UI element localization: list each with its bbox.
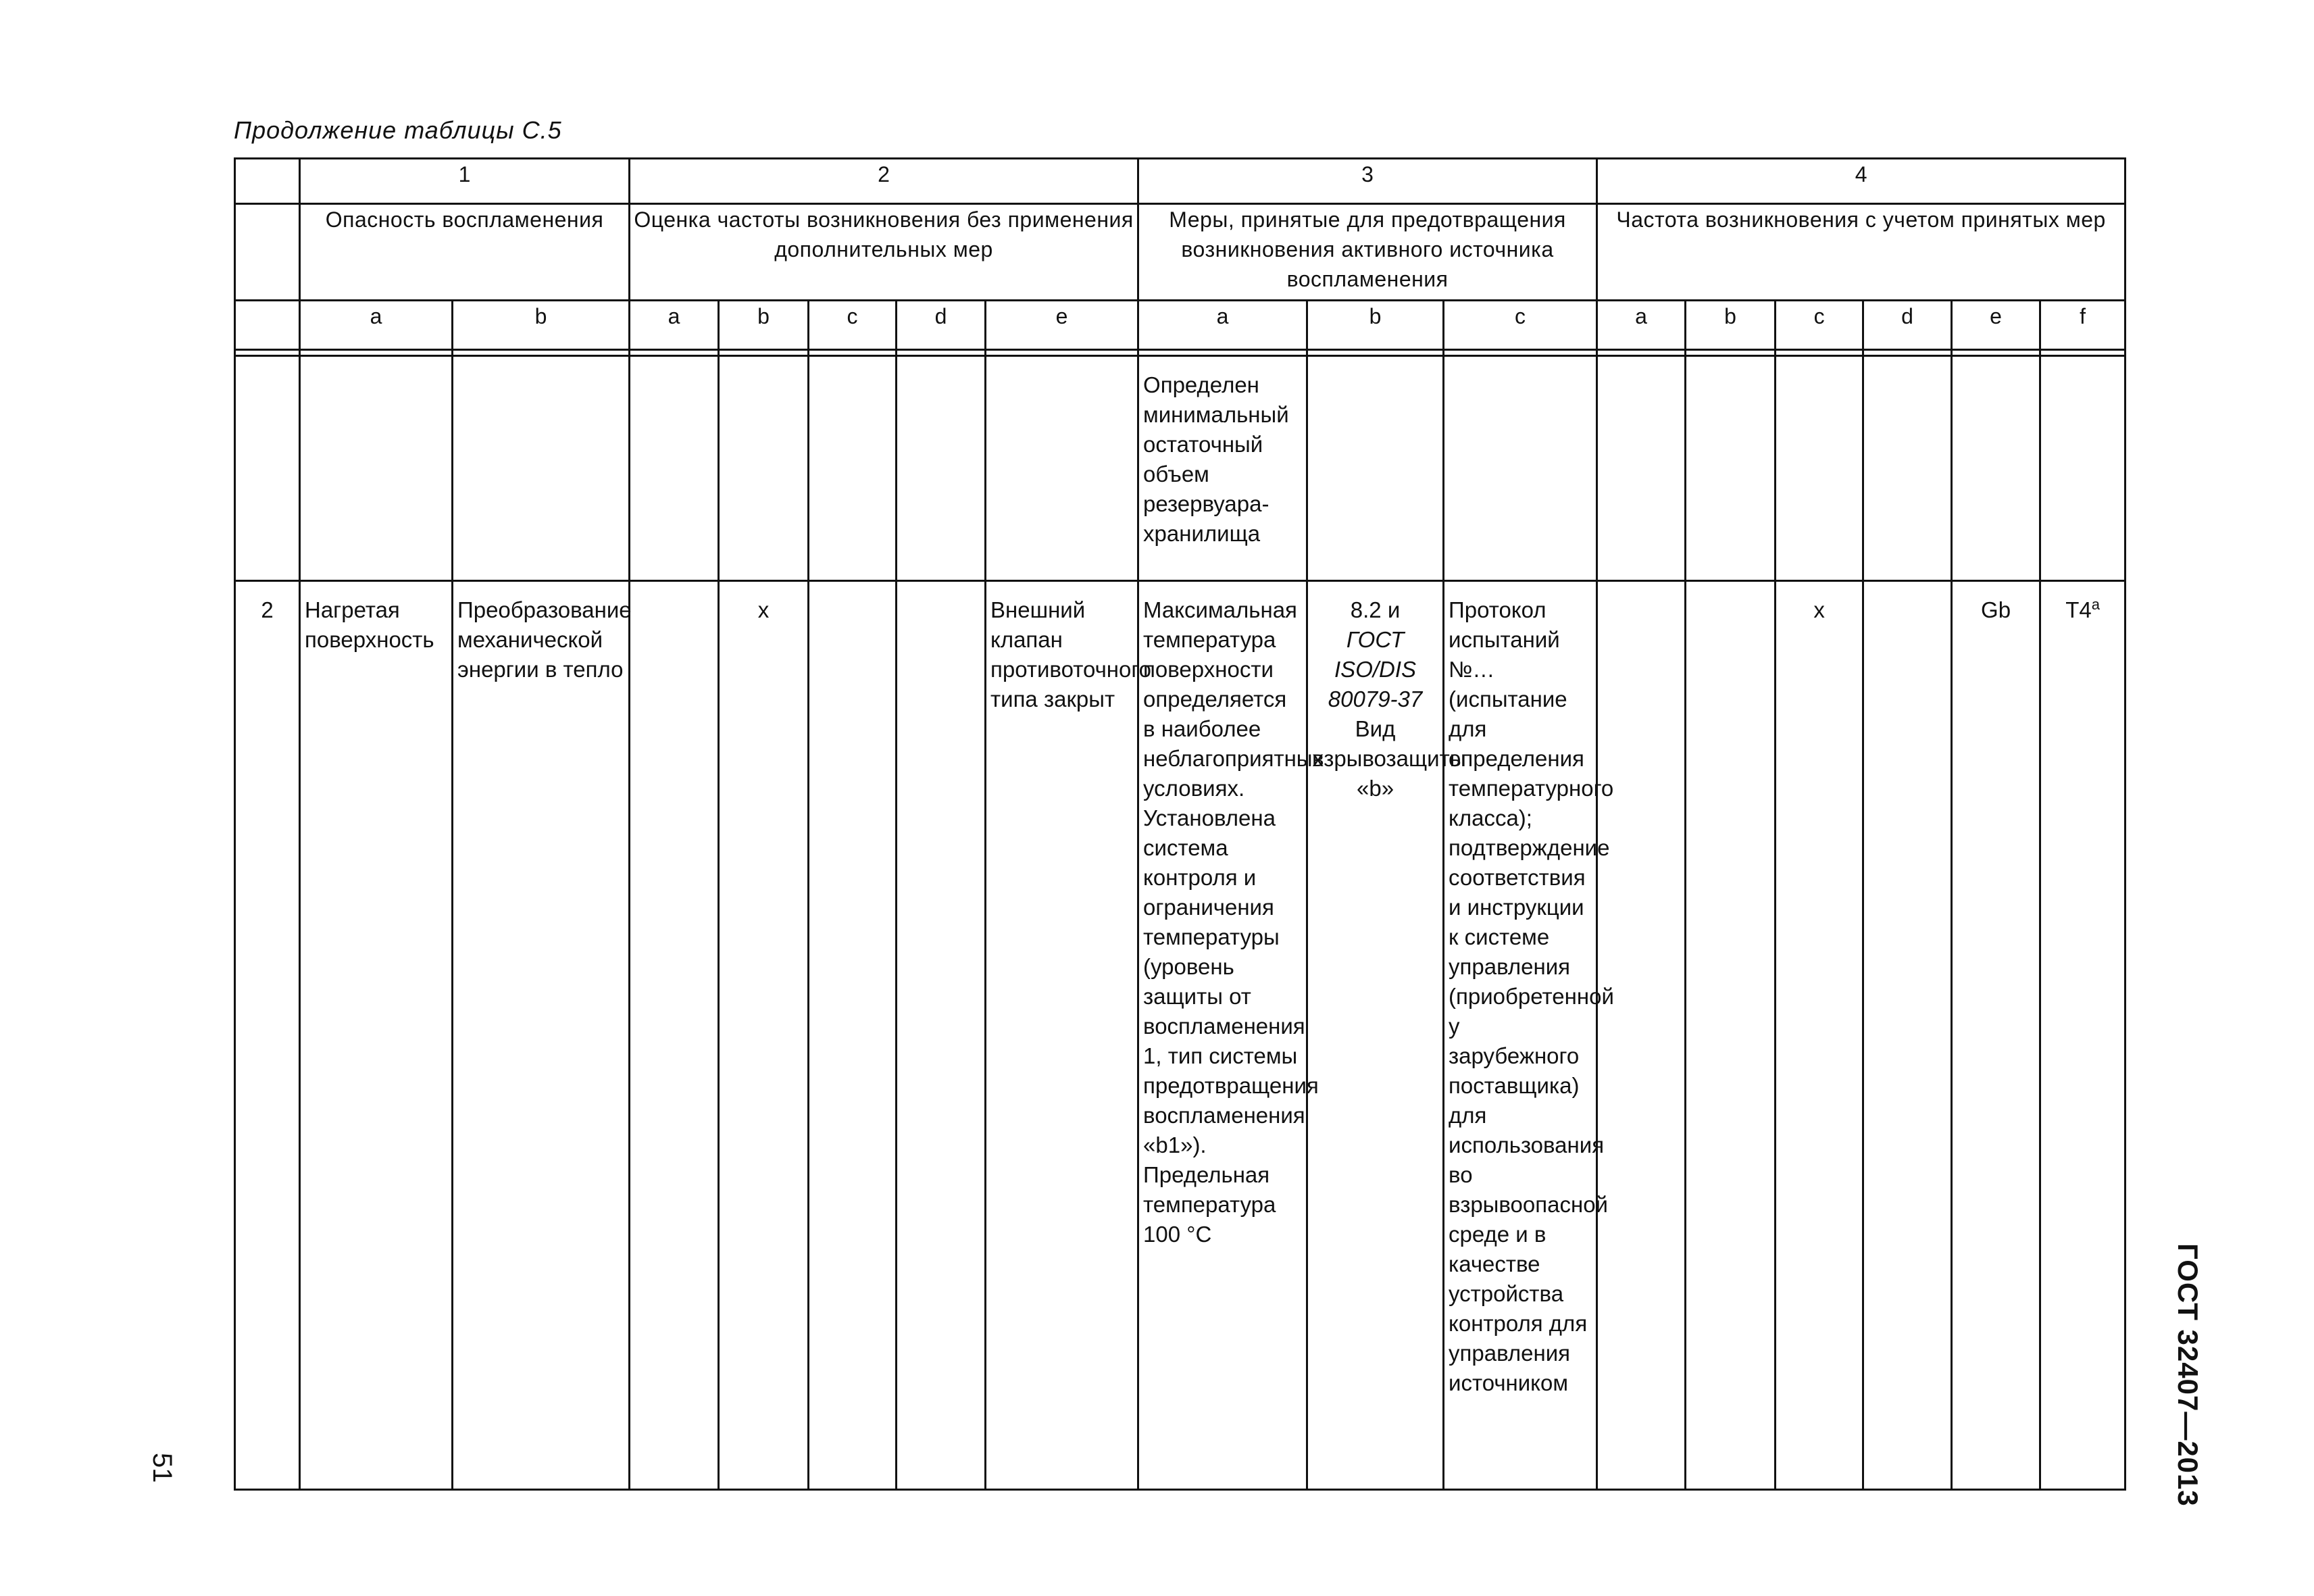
hazard-name: Нагретая поверхность (305, 597, 434, 652)
header-corner (235, 204, 300, 301)
reference-standard: ГОСТ ISO/DIS 80079-37 (1328, 627, 1423, 712)
group-title-3: Меры, принятые для предотвращения возникновения активного источника воспламенения (1138, 204, 1597, 301)
subcol-3c: c (1444, 301, 1597, 350)
group-title-2: Оценка частоты возникновения без применения дополнительных мер (630, 204, 1138, 301)
group-number-4: 4 (1597, 159, 2126, 204)
measure-reference (1308, 582, 1466, 803)
subcol-4d: d (1863, 301, 1952, 350)
header-corner (235, 159, 300, 204)
subcol-2d: d (897, 301, 986, 350)
subcol-4b: b (1686, 301, 1776, 350)
table-row (235, 356, 2126, 581)
data-table (234, 157, 2126, 1491)
frequency-note: Внешний клапан противоточного типа закрыт (990, 597, 1152, 712)
page-number: 51 (147, 1453, 177, 1483)
hazard-cause: Преобразование механической энергии в тепло (457, 597, 632, 682)
subcol-3b: b (1307, 301, 1444, 350)
header-row-numbers (235, 159, 2126, 204)
group-number-3: 3 (1138, 159, 1597, 204)
subcol-4c: c (1776, 301, 1863, 350)
subcol-1b: b (453, 301, 630, 350)
subcol-2c: c (809, 301, 897, 350)
table-row (235, 581, 2126, 1490)
group-number-2: 2 (630, 159, 1138, 204)
standard-code: ГОСТ 32407—2013 (2172, 1243, 2204, 1507)
header-row-subcolumns (235, 301, 2126, 350)
group-title-1: Опасность воспламенения (300, 204, 630, 301)
header-corner (235, 301, 300, 350)
header-row-titles (235, 204, 2126, 301)
temperature-class (2041, 582, 2124, 625)
subcol-1a: a (300, 301, 453, 350)
subcol-4a: a (1597, 301, 1686, 350)
temperature-class-value: Т4 (2065, 597, 2092, 622)
subcol-2a: a (630, 301, 719, 350)
group-title-4: Частота возникновения с учетом принятых мер (1597, 204, 2126, 301)
measure-text: Максимальная температура поверхности определяется в наиболее неблагоприятных условиях. Установлена система контроля и ограничения температуры (уровень защиты от воспламенения 1, тип системы предотвращения воспламенения «b1»). Предельная температура 100 °С (1143, 597, 1324, 1247)
reference-clause: 8.2 и (1350, 597, 1401, 622)
subcol-2e: e (986, 301, 1138, 350)
measure-text: Определен минимальный остаточный объем резервуара-хранилища (1143, 372, 1289, 546)
measure-evidence: Протокол испытаний №… (испытание для определения температурного класса); подтверждение соответствия и инструкции к системе управления (приобретенной у зарубежного поставщика) для использования во взрывоопасной среде и в качестве устройства контроля для управления источником (1449, 597, 1614, 1395)
row-number: 2 (261, 597, 274, 622)
group-number-1: 1 (300, 159, 630, 204)
table-caption: Продолжение таблицы С.5 (234, 116, 562, 144)
subcol-3a: a (1138, 301, 1307, 350)
reference-protection-type: Вид взрывозащиты «b» (1312, 716, 1466, 801)
subcol-4f: f (2040, 301, 2126, 350)
frequency-mark: x (757, 597, 770, 622)
frequency-mark: x (1813, 597, 1825, 622)
subcol-4e: e (1952, 301, 2040, 350)
footnote-marker: a (2091, 596, 2100, 613)
equipment-protection-level: Gb (1981, 597, 2011, 622)
header-separator (235, 350, 2126, 356)
subcol-2b: b (719, 301, 809, 350)
